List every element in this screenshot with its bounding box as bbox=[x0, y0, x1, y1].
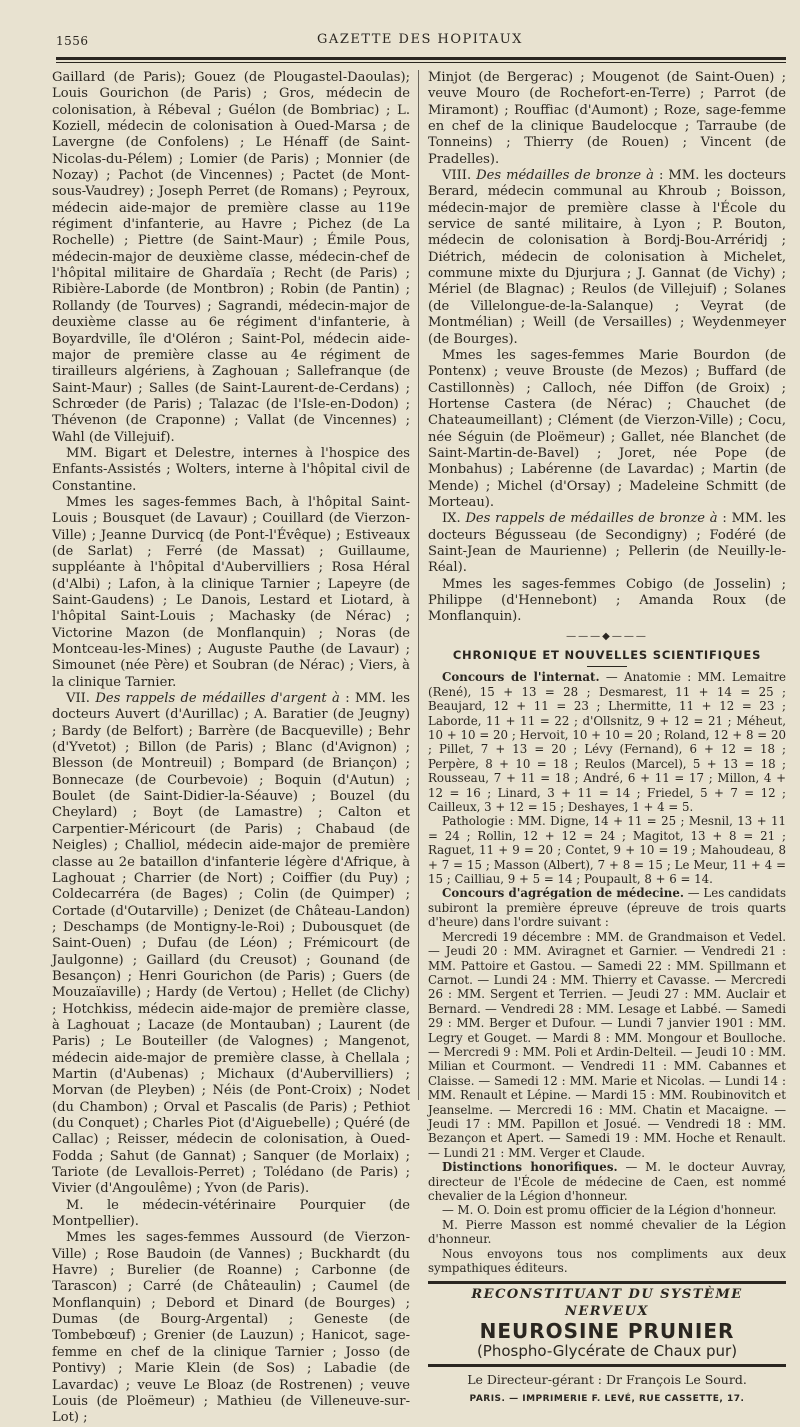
ad-product-name: NEUROSINE PRUNIER bbox=[479, 1319, 735, 1344]
paragraph bbox=[428, 168, 786, 348]
paragraph: M. le médecin-vétérinaire Pourquier (de Montpellier). bbox=[52, 1197, 410, 1230]
paragraph bbox=[52, 691, 410, 1198]
italic-heading: Des rappels de médailles de bronze à bbox=[465, 511, 718, 527]
paragraph: Mmes les sages-femmes Marie Bourdon (de Pontenx) ; veuve Brouste (de Mezos) ; Buffard (de Castillonnès) ; Calloch, née Diffon (de Groix) ; Hortense Castera (de Nérac) ; Chauchet (de Chateaumeillant) ; Clément (de Vierzon-Ville) ; Cocu, née Séguin (de Ploëmeur) ; Gallet, née Blanchet (de Saint-Martin-de-Bavel) ; Joret, née Pope (de Monbahus) ; Labérenne (de Lavardac) ; Martin (de Mende) ; Michel (d'Orsay) ; Madeleine Schmitt (de Morteau). bbox=[428, 347, 786, 510]
column-divider bbox=[418, 70, 419, 1100]
section-title: CHRONIQUE ET NOUVELLES SCIENTIFIQUES bbox=[452, 648, 762, 663]
news-text: Pathologie : MM. Digne, 14 + 11 = 25 ; Mesnil, 13 + 11 = 24 ; Rollin, 12 + 12 = 24 ; Magitot, 13 + 8 = 21 ; Raguet, 11 + 9 = 20 ; Contet, 9 + 10 = 19 ; Mahoudeau, 8 + 7 = 15 ; Masson (Albert), 7 + 8 = 15 ; Le Meur, 11 + 4 = 15 ; Cailliau, 9 + 5 = 14 ; Poupault, 8 + 6 = 14. bbox=[428, 814, 786, 887]
section-number: VIII. bbox=[442, 168, 472, 184]
news-section bbox=[428, 670, 786, 1275]
printer-imprint: PARIS. — IMPRIMERIE F. LEVÉ, RUE CASSETTE, 17. bbox=[469, 1394, 745, 1405]
news-item bbox=[428, 886, 786, 929]
paragraph: Minjot (de Bergerac) ; Mougenot (de Saint-Ouen) ; veuve Mouro (de Rochefort-en-Terre) ; Parrot (de Miramont) ; Rouffiac (d'Aumont) ; Roze, sage-femme en chef de la clinique Baudelocque ; Tarraube (de Tonneins) ; Thierry (de Rouen) ; Vincent (de Pradelles). bbox=[428, 70, 786, 167]
news-text: Mercredi 19 décembre : MM. de Grandmaison et Vedel. — Jeudi 20 : MM. Aviragnet et Garnier. — Vendredi 21 : MM. Pattoire et Gastou. — Samedi 22 : MM. Spillmann et Carnot. — Lundi 24 : MM. Thierry et Cavasse. — Mercredi 26 : MM. Sergent et Terrien. — Jeudi 27 : MM. Auclair et Bernard. — Vendredi 28 : MM. Lesage et Labbé. — Samedi 29 : MM. Berger et Dufour. — Lundi 7 janvier 1901 : MM. Legry et Gouget. — Mardi 8 : MM. Mongour et Boulloche. — Mercredi 9 : MM. Poli et Ardin-Delteil. — Jeudi 10 : MM. Milian et Courmont. — Vendredi 11 : MM. Cabannes et Claisse. — Samedi 12 : MM. Marie et Nicolas. — Lundi 14 : MM. Renault et Lépine. — Mardi 15 : MM. Roubinovitch et Jeanselme. — Mercredi 16 : MM. Chatin et Macaigne. — Jeudi 17 : MM. Papillon et Josué. — Vendredi 18 : MM. Bezançon et Apert. — Samedi 19 : MM. Hoche et Renault. — Lundi 21 : MM. Verger et Claude. bbox=[428, 929, 786, 1160]
ad-subtitle: (Phospho-Glycérate de Chaux pur) bbox=[476, 1342, 738, 1361]
right-column bbox=[428, 70, 786, 1408]
left-column bbox=[52, 70, 410, 1427]
running-title: GAZETTE DES HOPITAUX bbox=[317, 32, 523, 47]
news-text: — Anatomie : MM. Lemaitre (René), 15 + 13 = 28 ; Desmarest, 11 + 14 = 25 ; Beaujard, 12 + 11 = 23 ; Lhermitte, 11 + 12 = 23 ; Laborde, 11 + 11 = 22 ; d'Ollsnitz, 9 + 12 = 21 ; Méheut, 10 + 10 = 20 ; Hervoit, 10 + 10 = 20 ; Roland, 12 + 8 = 20 ; Pillet, 7 + 13 = 20 ; Lévy (Fernand), 6 + 12 = 18 ; Perpère, 8 + 10 = 18 ; Reulos (Marcel), 5 + 13 = 18 ; Rousseau, 7 + 11 = 18 ; André, 6 + 11 = 17 ; Millon, 4 + 12 = 16 ; Linard, 3 + 11 = 14 ; Friedel, 5 + 7 = 12 ; Cailleux, 3 + 12 = 15 ; Deshayes, 1 + 4 = 5. bbox=[428, 670, 786, 815]
news-text: — M. O. Doin est promu officier de la Légion d'honneur. bbox=[442, 1203, 777, 1218]
italic-heading: Des rappels de médailles d'argent à bbox=[95, 691, 340, 707]
news-item bbox=[428, 670, 786, 814]
paragraph: Gaillard (de Paris); Gouez (de Plougastel-Daoulas); Louis Gourichon (de Paris) ; Gros, médecin de colonisation, à Rébeval ; Guélon (de Bombriac) ; L. Koziell, médecin de colonisation à Oued-Marsa ; de Lavergne (de Confolens) ; Le Hénaff (de Saint-Nicolas-du-Pélem) ; Lomier (de Paris) ; Monnier (de Nozay) ; Pachot (de Vincennes) ; Pactet (de Mont-sous-Vaudrey) ; Joseph Perret (de Romans) ; Peyroux, médecin aide-major de première classe au 119e régiment d'infanterie, au Havre ; Pichez (de La Rochelle) ; Piettre (de Saint-Maur) ; Émile Pous, médecin-major de deuxième classe, médecin-chef de l'hôpital militaire de Ghardaïa ; Recht (de Paris) ; Ribière-Laborde (de Montbron) ; Robin (de Pantin) ; Rollandy (de Tourves) ; Sagrandi, médecin-major de deuxième classe au 6e régiment d'infanterie, à Boyardville, île d'Oléron ; Saint-Pol, médecin aide-major de première classe au 4e régiment de tirailleurs algériens, à Zaghouan ; Sallefranque (de Saint-Maur) ; Salles (de Saint-Laurent-de-Cerdans) ; Schrœder (de Paris) ; Talazac (de l'Isle-en-Dodon) ; Thévenon (de Craponne) ; Vallat (de Vincennes) ; Wahl (de Villejuif). bbox=[52, 70, 410, 445]
news-text: M. Pierre Masson est nommé chevalier de la Légion d'honneur. bbox=[428, 1217, 786, 1247]
news-text: — Les candidats subiront la première épreuve (épreuve de trois quarts d'heure) dans l'ordre suivant : bbox=[428, 886, 787, 930]
page-header bbox=[56, 30, 784, 52]
section-number: VII. bbox=[66, 691, 90, 707]
paragraph: Mmes les sages-femmes Cobigo (de Josselin) ; Philippe (d'Hennebont) ; Amanda Roux (de Monflanquin). bbox=[428, 576, 786, 625]
advertisement bbox=[428, 1281, 786, 1367]
header-rule-thin bbox=[56, 62, 786, 63]
news-title: Concours de l'internat. bbox=[442, 670, 600, 685]
paragraph: MM. Bigart et Delestre, internes à l'hospice des Enfants-Assistés ; Wolters, interne à l'hôpital civil de Constantine. bbox=[52, 445, 410, 494]
header-rule-thick bbox=[56, 57, 786, 60]
paragraph bbox=[428, 511, 786, 576]
paragraph-text: : MM. les docteurs Berard, médecin communal au Khroub ; Boisson, médecin-major de première classe à l'École du service de santé militaire, à Lyon ; P. Bouton, médecin de colonisation à Bordj-Bou-Arréridj ; Diétrich, médecin de colonisation à Michelet, commune mixte du Djurjura ; J. Gannat (de Vichy) ; Mériel (de Blagnac) ; Reulos (de Villejuif) ; Solanes (de Villelongue-de-la-Salanque) ; Veyrat (de Montmélian) ; Weill (de Versailles) ; Weydenmeyer (de Bourges). bbox=[428, 168, 787, 347]
news-item bbox=[428, 1160, 786, 1203]
news-text: — M. le docteur Auvray, directeur de l'École de médecine de Caen, est nommé chevalier de la Légion d'honneur. bbox=[428, 1160, 786, 1203]
page-number: 1556 bbox=[56, 34, 89, 48]
paragraph: Mmes les sages-femmes Aussourd (de Vierzon-Ville) ; Rose Baudoin (de Vannes) ; Buckhardt (du Havre) ; Burelier (de Roanne) ; Carbonne (de Tarascon) ; Carré (de Châteaulin) ; Caumel (de Monflanquin) ; Debord et Dinard (de Bourges) ; Dumas (de Bourg-Argental) ; Geneste (de Tombebœuf) ; Grenier (de Lauzun) ; Hanicot, sage-femme en chef de la clinique Tarnier ; Josso (de Pontivy) ; Marie Klein (de Sos) ; Labadie (de Lavardac) ; veuve Le Bloaz (de Rostrenen) ; veuve Louis (de Ploëmeur) ; Mathieu (de Villeneuve-sur-Lot) ; bbox=[52, 1230, 410, 1426]
paragraph-text: : MM. les docteurs Bégusseau (de Secondigny) ; Fodéré (de Saint-Jean de Maurienne) ; Pellerin (de Neuilly-le-Réal). bbox=[428, 511, 786, 576]
news-title: Concours d'agrégation de médecine. bbox=[442, 886, 684, 901]
section-number: IX. bbox=[442, 511, 461, 527]
ornament-divider: ———◆——— bbox=[566, 630, 648, 642]
news-title: Distinctions honorifiques. bbox=[442, 1160, 618, 1175]
news-text: Nous envoyons tous nos compliments aux deux sympathiques éditeurs. bbox=[428, 1246, 786, 1276]
italic-heading: Des médailles de bronze à bbox=[476, 168, 654, 184]
paragraph-text: : MM. les docteurs Auvert (d'Aurillac) ; A. Baratier (de Jeugny) ; Bardy (de Belfort) ; Barrère (de Bacqueville) ; Behr (d'Yvetot) ; Billon (de Paris) ; Blanc (d'Avignon) ; Blesson (de Montreuil) ; Bompard (de Briançon) ; Bonnecaze (de Courbevoie) ; Boquin (d'Autun) ; Boulet (de Saint-Didier-la-Séauve) ; Bouzel (du Cheylard) ; Boyt (de Lamastre) ; Calton et Carpentier-Méricourt (de Paris) ; Chabaud (de Neigles) ; Challiol, médecin aide-major de première classe au 2e bataillon d'infanterie légère d'Afrique, à Laghouat ; Charrier (de Nort) ; Coiffier (du Puy) ; Coldecarréra (de Bages) ; Colin (de Quimper) ; Cortade (d'Outarville) ; Denizet (de Château-Landon) ; Deschamps (de Montigny-le-Roi) ; Dubousquet (de Saint-Ouen) ; Dufau (de Léon) ; Frémicourt (de Jaulgonne) ; Gaillard (du Creusot) ; Gounand (de Besançon) ; Henri Gourichon (de Paris) ; Guers (de Mouzaïaville) ; Hardy (de Vertou) ; Hellet (de Clichy) ; Hotchkiss, médecin aide-major de première classe, à Laghouat ; Lacaze (de Montauban) ; Laurent (de Paris) ; Le Bouteiller (de Valognes) ; Mangenot, médecin aide-major de première classe, à Chellala ; Martin (d'Aubenas) ; Michaux (d'Aubervilliers) ; Morvan (de Pleyben) ; Néis (de Pont-Croix) ; Nodet (du Chambon) ; Orval et Pascalis (de Paris) ; Pethiot (du Conquet) ; Charles Piot (d'Aiguebelle) ; Quéré (de Callac) ; Reisser, médecin de colonisation, à Oued-Fodda ; Sahut (de Gannat) ; Sanquer (de Morlaix) ; Tariote (de Levallois-Perret) ; Tolédano (de Paris) ; Vivier (d'Angoulême) ; Yvon (de Paris). bbox=[52, 691, 410, 1197]
director-line: Le Directeur-gérant : Dr François Le Sourd. bbox=[467, 1372, 747, 1388]
short-rule bbox=[587, 666, 627, 667]
paragraph: Mmes les sages-femmes Bach, à l'hôpital Saint-Louis ; Bousquet (de Lavaur) ; Couillard (de Vierzon-Ville) ; Jeanne Durvicq (de Pont-l'Évêque) ; Estiveaux (de Sarlat) ; Ferré (de Massat) ; Guillaume, suppléante à l'hôpital d'Aubervilliers ; Rosa Héral (d'Albi) ; Lafon, à la clinique Tarnier ; Lapeyre (de Saint-Gaudens) ; Le Danois, Lestard et Liotard, à l'hôpital Saint-Louis ; Machasky (de Nérac) ; Victorine Mazon (de Monflanquin) ; Noras (de Montceau-les-Mines) ; Auguste Pauthe (de Lavaur) ; Simounet (née Père) et Soubran (de Nérac) ; Viers, à la clinique Tarnier. bbox=[52, 494, 410, 690]
ad-tagline: RECONSTITUANT DU SYSTÈME NERVEUX bbox=[471, 1287, 743, 1319]
